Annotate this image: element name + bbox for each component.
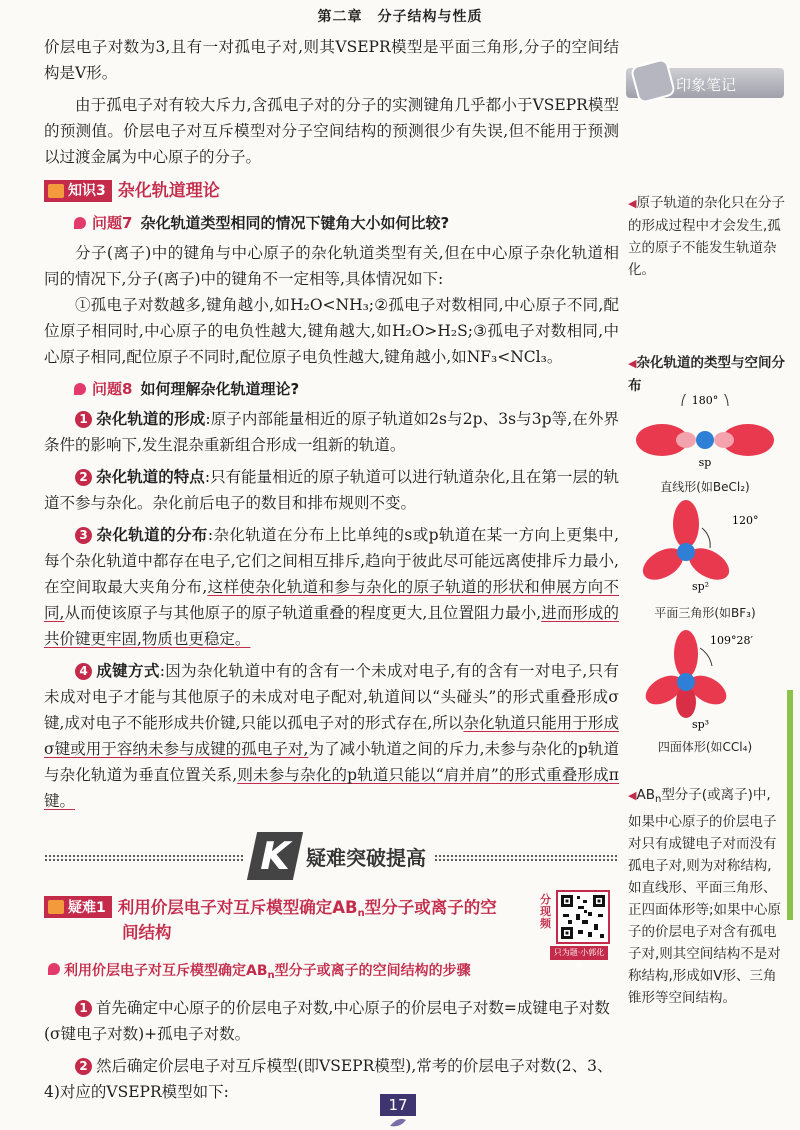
step-2 [44,1053,619,1105]
sp-caption: 直线形(如BeCl₂) [660,480,750,494]
item-text: :因为杂化轨道中有的含有一个未成对电子,有的含有一对电子,只有未成对电子才能与其他原子的未成对电子配对,轨道间以“头碰头”的形式重叠形成σ键,成对电子不能形成共价键,只能以孤电子对的形式存在,所以 [44,662,619,732]
green-edge-tab [787,690,793,920]
sp2-orbital-diagram [640,498,780,604]
item-number: 3 [75,527,92,544]
qr-code-image[interactable] [556,890,610,944]
sp-orbital-diagram [630,394,780,478]
steps-block [44,957,619,1111]
intro-paragraph-1: 价层电子对数为3,且有一对孤电子对,则其VSEPR模型是平面三角形,分子的空间结构是V形。 [44,38,619,82]
item-text: 为了减小轨道之间的斥力,未参与杂化的p轨道与杂化轨道为垂直位置关系, [44,740,619,784]
item-text: 从而使该原子与其他原子的原子轨道重叠的程度更大,且位置阻力最小, [64,604,542,622]
triangle-icon: ◀ [628,357,637,370]
item-text: :杂化轨道在分布上比单纯的s或p轨道在某一方向上更集中,每个杂化轨道中都存在电子,它们之间相互排斥,趋向于彼此尽可能远离使排斥力最小,在空间取最大夹角分布, [44,526,619,596]
sp2-caption: 平面三角形(如BF₃) [654,606,756,620]
steps-heading-tail: 型分子或离子的空间结构的步骤 [274,963,471,979]
section-banner [44,832,619,882]
note-button[interactable] [626,68,784,98]
item-3 [44,522,619,652]
knowledge3-tag-label: 知识3 [68,183,106,199]
sp3-central-atom [677,673,695,691]
qr-side-label: 分现频 [540,893,551,930]
question-7 [74,210,619,236]
sidebar-note-2 [628,352,788,397]
steps-heading-sub: n [267,970,275,981]
item-4 [44,658,619,814]
sidebar-note-3-sub: n [654,794,662,805]
sp-small-lobe [676,432,696,448]
q7-list: ①孤电子对数越多,键角越小,如H₂O<NH₃;②孤电子对数相同,中心原子不同,配位原子相同时,中心原子的电负性越大,键角越大,如H₂O>H₂S;③孤电子对数相同,中心原子相同,配位原子不同时,配位原子电负性越大,键角越小,如NF₃<NCl₃。 [44,296,619,366]
question-8-text: 如何理解杂化轨道理论? [140,380,300,398]
triangle-icon: ◀ [628,789,637,802]
q7-intro: 分子(离子)中的键角与中心原子的杂化轨道类型有关,但在中心原子杂化轨道相同的情况下,分子(离子)中的键角不一定相等,具体情况如下: [44,244,619,288]
question-mark-icon [74,217,86,229]
step-text: 首先确定中心原子的价层电子对数,中心原子的价层电子对数=成键电子对数(σ键电子对数)+孤电子对数。 [44,999,610,1043]
book-icon [48,900,64,914]
sp3-orbital-diagram [640,626,780,736]
sp2-lobe-top [673,500,699,548]
item-title: 杂化轨道的特点 [96,468,205,486]
question-7-text: 杂化轨道类型相同的情况下键角大小如何比较? [140,214,450,232]
banner-title: 疑难突破提高 [306,846,426,870]
sidebar-note-2-text: 杂化轨道的类型与空间分布 [628,355,785,394]
page-number: 17 [380,1094,416,1116]
notebook-icon [630,58,677,105]
sp3-type-label: sp³ [692,718,710,731]
difficulty1-heading-row [44,894,619,919]
knowledge3-tag [44,180,112,202]
difficulty1-heading [44,894,619,943]
item-1 [44,406,619,458]
sp3-angle-arc [700,648,712,666]
step-number: 2 [75,1058,92,1075]
sp2-central-atom [677,543,695,561]
sp3-angle-label: 109°28′ [710,634,753,647]
sp-angle-label: 180° [691,394,719,407]
steps-heading-main: 利用价层电子对互斥模型确定AB [64,963,268,979]
sp2-type-label: sp² [692,580,710,593]
sp3-lobe-top [674,630,698,678]
difficulty1-title-text: 利用价层电子对互斥模型确定AB [117,898,358,917]
leaf-icon [388,1116,408,1128]
step-number: 1 [75,1000,92,1017]
knowledge3-heading [44,178,619,204]
step-text: 然后确定价层电子对互斥模型(即VSEPR模型),常考的价层电子对数(2、3、4)对应的VSEPR模型如下: [44,1057,613,1101]
qr-pattern-icon [558,892,608,942]
item-2 [44,464,619,516]
item-text: :只有能量相近的原子轨道可以进行轨道杂化,且在第一层的轨道不参与杂化。杂化前后电子的数目和排布规则不变。 [44,468,619,512]
difficulty1-title-sub: n [357,908,365,919]
sp2-angle-label: 120° [732,514,759,527]
underlined-text: 这样使杂化轨道和参与杂化的原子轨道的形状和伸展方向不同, [44,578,619,622]
sp-small-lobe [714,432,734,448]
question-mark-icon [74,383,86,395]
sp-central-atom [696,431,714,449]
k-logo: K [247,832,303,880]
sidebar-note-3-text: $AB_n$型分子(或离子)中,如果中心原子的价层电子对只有成键电子对而没有孤电子对,则为对称结构,如直线形、平面三角形、正四面体形等;如果中心原子的价层电子对含有孤电子对,则其空间结构不是对称结构,形成如V形、三角锥形等空间结构。 [628,787,782,1006]
item-number: 4 [75,663,92,680]
question-7-number: 问题7 [92,214,133,232]
sp3-caption: 四面体形(如CCl₄) [657,740,753,754]
item-text: :原子内部能量相近的原子轨道如2s与2p、3s与3p等,在外界条件的影响下,发生混杂重新组合形成一组新的轨道。 [44,410,619,454]
difficulty1-title-tail: 型分子或离子的空 [364,898,497,917]
item-title: 成键方式 [96,662,160,680]
steps-heading-text [64,963,471,979]
sidebar-note-1-text: 原子轨道的杂化只在分子的形成过程中才会发生,孤立的原子不能发生轨道杂化。 [628,195,785,278]
triangle-icon: ◀ [628,197,637,210]
difficulty1-tag-label: 疑难1 [68,899,106,916]
item-number: 2 [75,469,92,486]
sp-type-label: sp [698,456,712,469]
underlined-text: 杂化轨道只能用于形成σ键或用于容纳未参与成键的孤电子对, [44,714,619,758]
item-title: 杂化轨道的分布 [96,526,208,544]
underlined-text: 进而形成的共价键更牢固,物质也更稳定。 [44,604,619,648]
book-icon [48,184,64,198]
difficulty1-title-line2: 间结构 [122,923,172,942]
question-8 [74,376,619,402]
sidebar-note-1 [628,192,788,281]
intro-paragraph-2: 由于孤电子对有较大斥力,含孤电子对的分子的实测键角几乎都小于VSEPR模型的预测值。价层电子对互斥模型对分子空间结构的预测很少有失误,但不能用于预测以过渡金属为中心原子的分子。 [44,96,619,166]
step-1 [44,995,619,1047]
chapter-header: 第二章 分子结构与性质 [317,9,483,25]
question-mark-icon [48,963,60,975]
knowledge3-title: 杂化轨道理论 [117,181,220,201]
underlined-text: 则未参与杂化的p轨道只能以“肩并肩”的形式重叠形成π键。 [44,766,619,810]
note-button-label: 印象笔记 [676,76,737,94]
main-column [44,34,619,820]
difficulty1-tag [44,896,112,918]
item-number: 1 [75,411,92,428]
dotted-rule-right [434,854,619,862]
dotted-rule-left [44,854,244,862]
steps-heading [44,957,619,989]
sp2-angle-arc [702,528,710,548]
difficulty1-title [118,894,497,919]
qr-caption: 只为题·小郭化学 [550,946,608,960]
question-8-number: 问题8 [92,380,133,398]
item-title: 杂化轨道的形成 [96,410,206,428]
sidebar-note-3 [628,784,784,1009]
